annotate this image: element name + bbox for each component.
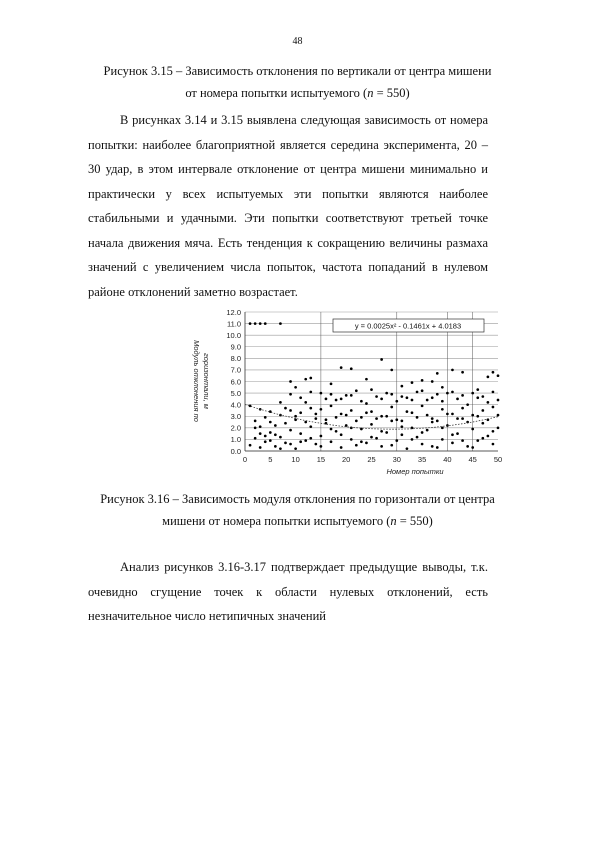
- data-point: [380, 445, 383, 448]
- data-point: [456, 398, 459, 401]
- data-point: [385, 415, 388, 418]
- data-point: [476, 415, 479, 418]
- y-tick-label: 1.0: [230, 435, 241, 445]
- data-point: [284, 422, 287, 425]
- data-point: [299, 411, 302, 414]
- data-point: [340, 433, 343, 436]
- data-point: [451, 413, 454, 416]
- x-tick-label: 50: [493, 455, 503, 464]
- data-point: [395, 418, 398, 421]
- y-tick-label: 3.0: [230, 412, 241, 422]
- y-tick-label: 7.0: [230, 365, 241, 375]
- data-point: [385, 392, 388, 395]
- figure-3-16-caption-line2: [90, 510, 505, 532]
- data-point: [456, 432, 459, 435]
- data-point: [259, 425, 262, 428]
- data-point: [421, 404, 424, 407]
- data-point: [320, 435, 323, 438]
- figure-3-15-caption-line2: [90, 82, 505, 104]
- data-point: [259, 432, 262, 435]
- data-point: [284, 442, 287, 445]
- data-point: [279, 447, 282, 450]
- data-point: [340, 398, 343, 401]
- y-tick-label: 8.0: [230, 354, 241, 364]
- data-point: [466, 445, 469, 448]
- data-point: [497, 399, 500, 402]
- data-point: [294, 418, 297, 421]
- data-point: [471, 446, 474, 449]
- data-point: [370, 436, 373, 439]
- data-point: [299, 432, 302, 435]
- y-tick-label: 5.0: [230, 388, 241, 398]
- data-point: [431, 417, 434, 420]
- data-point: [431, 396, 434, 399]
- data-point: [350, 409, 353, 412]
- paragraph-text: Анализ рисунков 3.16-3.17 подтверждает предыдущие выводы, т.к. очевидно сгущение точек к области нулевых отклонений, есть незначительное число нетипичных значений: [88, 560, 488, 623]
- body-paragraph-2: [88, 555, 488, 629]
- data-point: [411, 381, 414, 384]
- data-point: [380, 358, 383, 361]
- data-point: [492, 391, 495, 394]
- data-point: [309, 425, 312, 428]
- data-point: [481, 395, 484, 398]
- data-point: [299, 396, 302, 399]
- data-point: [441, 386, 444, 389]
- data-point: [476, 388, 479, 391]
- y-tick-label: 11.0: [226, 319, 241, 329]
- y-tick-label: 12.0: [226, 307, 241, 317]
- data-point: [304, 378, 307, 381]
- data-point: [421, 379, 424, 382]
- data-point: [497, 414, 500, 417]
- x-tick-label: 40: [443, 455, 452, 464]
- scatter-chart: [180, 300, 510, 480]
- data-point: [436, 393, 439, 396]
- caption-text: = 550): [373, 86, 410, 100]
- data-point: [254, 322, 257, 325]
- data-point: [340, 366, 343, 369]
- data-point: [294, 386, 297, 389]
- data-point: [249, 322, 252, 325]
- data-point: [259, 446, 262, 449]
- data-point: [497, 374, 500, 377]
- data-point: [492, 406, 495, 409]
- data-point: [461, 394, 464, 397]
- data-point: [431, 445, 434, 448]
- y-tick-label: 9.0: [230, 342, 241, 352]
- x-tick-label: 30: [392, 455, 401, 464]
- data-point: [497, 426, 500, 429]
- x-tick-label: 45: [468, 455, 477, 464]
- data-point: [471, 414, 474, 417]
- data-point: [436, 420, 439, 423]
- data-point: [274, 445, 277, 448]
- y-tick-label: 6.0: [230, 377, 241, 387]
- data-point: [451, 391, 454, 394]
- data-point: [441, 408, 444, 411]
- caption-text: мишени от номера попытки испытуемого (: [162, 514, 391, 528]
- x-tick-label: 20: [342, 455, 351, 464]
- data-point: [294, 447, 297, 450]
- data-point: [309, 377, 312, 380]
- data-point: [365, 402, 368, 405]
- y-axis-label-line1: Модуль отклонения по: [192, 340, 201, 422]
- data-point: [375, 417, 378, 420]
- data-point: [441, 438, 444, 441]
- figure-3-16-caption-line1: Рисунок 3.16 – Зависимость модуля отклонения по горизонтали от центра: [100, 492, 495, 506]
- data-point: [426, 429, 429, 432]
- data-point: [431, 421, 434, 424]
- data-point: [370, 410, 373, 413]
- data-point: [289, 409, 292, 412]
- n-symbol: n: [390, 514, 397, 528]
- y-tick-label: 0.0: [230, 446, 241, 456]
- data-point: [487, 401, 490, 404]
- x-tick-label: 0: [242, 455, 248, 464]
- data-point: [401, 385, 404, 388]
- data-point: [279, 322, 282, 325]
- data-point: [426, 399, 429, 402]
- data-point: [431, 380, 434, 383]
- data-point: [385, 431, 388, 434]
- data-point: [492, 443, 495, 446]
- data-point: [335, 399, 338, 402]
- data-point: [390, 406, 393, 409]
- data-point: [411, 411, 414, 414]
- data-point: [421, 389, 424, 392]
- data-point: [401, 420, 404, 423]
- data-point: [471, 428, 474, 431]
- data-point: [320, 408, 323, 411]
- data-point: [314, 417, 317, 420]
- data-point: [309, 407, 312, 410]
- data-point: [325, 398, 328, 401]
- chart-points: [249, 322, 500, 450]
- data-point: [451, 369, 454, 372]
- data-point: [340, 446, 343, 449]
- data-point: [264, 440, 267, 443]
- data-point: [279, 436, 282, 439]
- data-point: [370, 388, 373, 391]
- data-point: [492, 430, 495, 433]
- data-point: [269, 421, 272, 424]
- data-point: [330, 440, 333, 443]
- x-tick-label: 10: [291, 455, 300, 464]
- data-point: [401, 433, 404, 436]
- data-point: [375, 437, 378, 440]
- data-point: [289, 393, 292, 396]
- data-point: [380, 415, 383, 418]
- data-point: [390, 369, 393, 372]
- data-point: [365, 442, 368, 445]
- data-point: [274, 433, 277, 436]
- data-point: [269, 439, 272, 442]
- caption-text: = 550): [396, 514, 433, 528]
- data-point: [299, 440, 302, 443]
- data-point: [365, 378, 368, 381]
- data-point: [436, 372, 439, 375]
- x-tick-label: 15: [316, 455, 326, 464]
- data-point: [481, 409, 484, 412]
- data-point: [289, 429, 292, 432]
- data-point: [492, 371, 495, 374]
- paragraph-text: В рисунках 3.14 и 3.15 выявлена следующая зависимость от номера попытки: наиболее благоприятной является середина эксперимента, 20 – 30 удар, в этом интервале отклонение от центра мишени минимально и практически у всех испытуемых эти попытки являются наиболее стабильными и удачными. Эти попытки соответствуют третьей точке начала движения мяча. Есть тенденция к сокращению величины размаха значений с увеличением числа попыток, частота попаданий в нулевом районе отклонений заметно возрастает.: [88, 113, 488, 299]
- data-point: [320, 445, 323, 448]
- trendline-equation: y = 0.0025x² - 0.1461x + 4.0183: [354, 321, 462, 331]
- body-paragraph-1: [88, 108, 488, 304]
- data-point: [304, 401, 307, 404]
- data-point: [395, 400, 398, 403]
- data-point: [411, 438, 414, 441]
- data-point: [335, 416, 338, 419]
- data-point: [476, 396, 479, 399]
- data-point: [436, 446, 439, 449]
- data-point: [289, 380, 292, 383]
- data-point: [487, 376, 490, 379]
- data-point: [249, 444, 252, 447]
- data-point: [466, 403, 469, 406]
- data-point: [259, 322, 262, 325]
- data-point: [304, 439, 307, 442]
- data-point: [314, 413, 317, 416]
- data-point: [380, 430, 383, 433]
- data-point: [355, 444, 358, 447]
- page-number: 48: [292, 36, 303, 47]
- data-point: [390, 393, 393, 396]
- data-point: [279, 401, 282, 404]
- data-point: [314, 443, 317, 446]
- data-point: [330, 404, 333, 407]
- data-point: [395, 439, 398, 442]
- data-point: [309, 391, 312, 394]
- data-point: [360, 416, 363, 419]
- data-point: [254, 420, 257, 423]
- y-tick-label: 4.0: [230, 400, 241, 410]
- data-point: [294, 415, 297, 418]
- data-point: [284, 407, 287, 410]
- x-tick-label: 5: [268, 455, 273, 464]
- data-point: [487, 435, 490, 438]
- data-point: [330, 393, 333, 396]
- data-point: [320, 392, 323, 395]
- x-axis-label: Номер попытки: [386, 467, 444, 476]
- data-point: [340, 413, 343, 416]
- data-point: [461, 417, 464, 420]
- data-point: [481, 437, 484, 440]
- data-point: [335, 430, 338, 433]
- data-point: [350, 394, 353, 397]
- data-point: [375, 395, 378, 398]
- x-tick-label: 35: [417, 455, 427, 464]
- data-point: [274, 424, 277, 427]
- data-point: [406, 447, 409, 450]
- data-point: [416, 436, 419, 439]
- x-tick-label: 25: [367, 455, 376, 464]
- data-point: [416, 416, 419, 419]
- y-tick-label: 10.0: [226, 330, 241, 340]
- data-point: [406, 396, 409, 399]
- data-point: [264, 322, 267, 325]
- data-point: [416, 391, 419, 394]
- data-point: [461, 371, 464, 374]
- data-point: [355, 389, 358, 392]
- chart-grid: [245, 312, 498, 451]
- data-point: [269, 431, 272, 434]
- data-point: [441, 400, 444, 403]
- data-point: [406, 410, 409, 413]
- data-point: [370, 423, 373, 426]
- figure-3-16-caption: [90, 488, 505, 532]
- data-point: [345, 414, 348, 417]
- data-point: [355, 420, 358, 423]
- data-point: [330, 382, 333, 385]
- data-point: [350, 438, 353, 441]
- caption-text: от номера попытки испытуемого (: [185, 86, 368, 100]
- y-tick-label: 2.0: [230, 423, 241, 433]
- data-point: [451, 442, 454, 445]
- data-point: [360, 440, 363, 443]
- data-point: [330, 428, 333, 431]
- figure-3-15-caption: [90, 60, 505, 104]
- data-point: [390, 444, 393, 447]
- data-point: [401, 425, 404, 428]
- data-point: [471, 392, 474, 395]
- data-point: [426, 414, 429, 417]
- data-point: [289, 443, 292, 446]
- data-point: [360, 400, 363, 403]
- data-point: [254, 437, 257, 440]
- data-point: [401, 395, 404, 398]
- data-point: [380, 398, 383, 401]
- data-point: [461, 407, 464, 410]
- data-point: [456, 417, 459, 420]
- data-point: [476, 439, 479, 442]
- data-point: [365, 411, 368, 414]
- data-point: [481, 422, 484, 425]
- n-symbol: n: [367, 86, 374, 100]
- data-point: [264, 416, 267, 419]
- data-point: [345, 394, 348, 397]
- data-point: [264, 435, 267, 438]
- data-point: [451, 433, 454, 436]
- data-point: [309, 437, 312, 440]
- y-axis-label-line2: горизонтали, м: [202, 353, 211, 409]
- data-point: [446, 392, 449, 395]
- data-point: [390, 420, 393, 423]
- data-point: [325, 418, 328, 421]
- data-point: [461, 439, 464, 442]
- data-point: [254, 426, 257, 429]
- data-point: [446, 413, 449, 416]
- data-point: [421, 431, 424, 434]
- figure-3-15-caption-line1: Рисунок 3.15 – Зависимость отклонения по вертикали от центра мишени: [103, 64, 492, 78]
- data-point: [350, 367, 353, 370]
- data-point: [421, 443, 424, 446]
- data-point: [411, 399, 414, 402]
